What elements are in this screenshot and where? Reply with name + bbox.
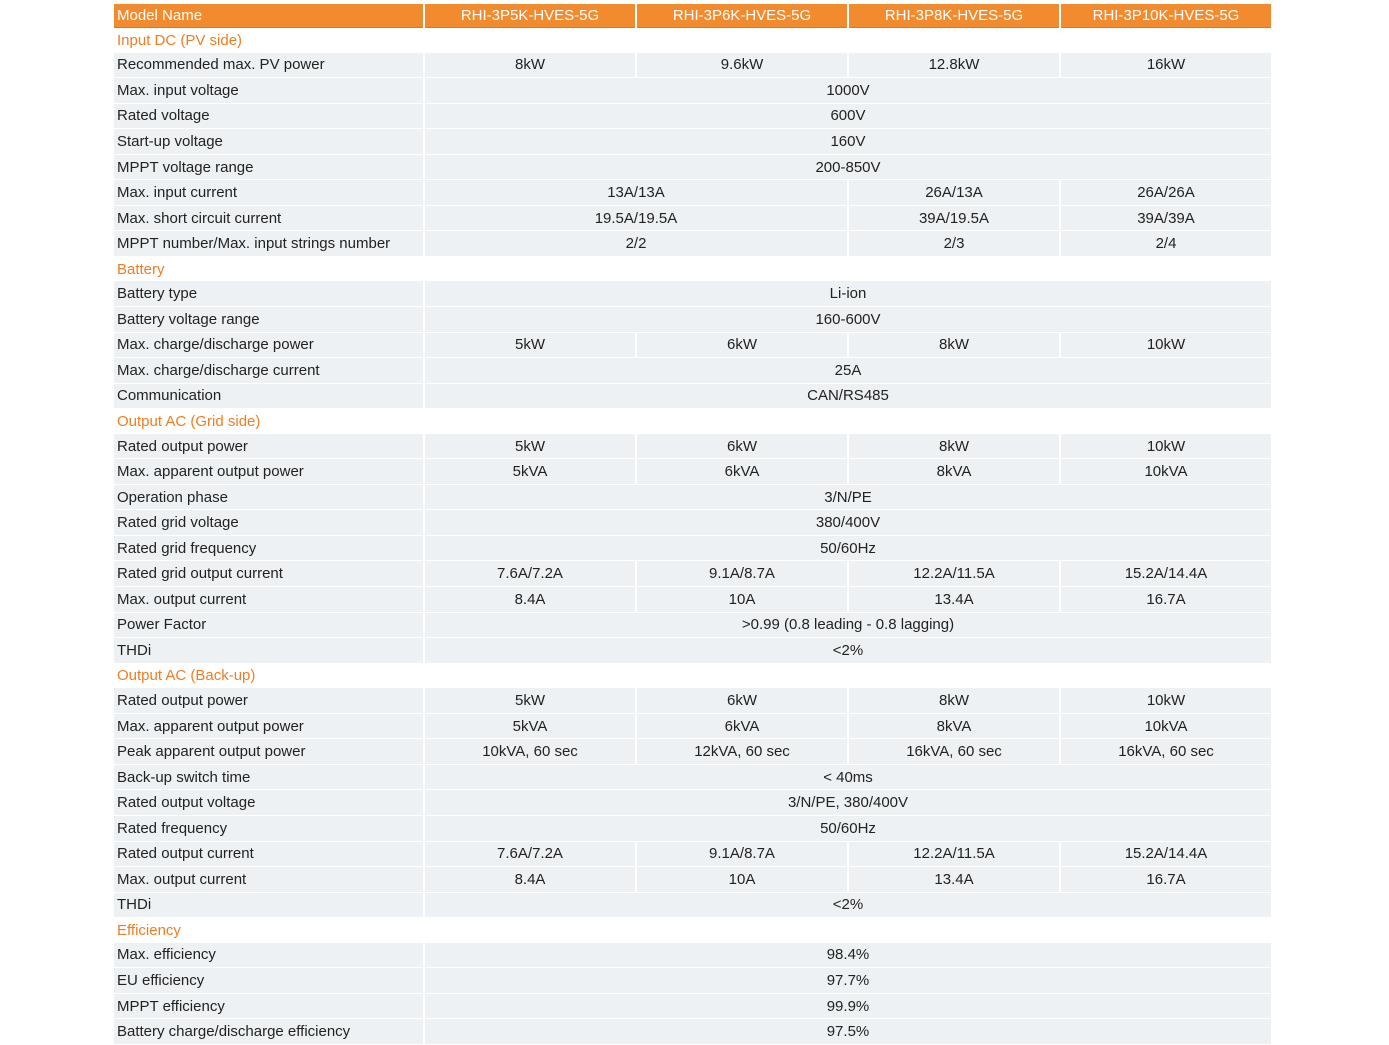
row-label: Max. apparent output power: [114, 459, 423, 485]
table-row: [114, 384, 1271, 410]
row-label: Rated grid voltage: [114, 510, 423, 536]
row-label: Rated output power: [114, 434, 423, 460]
value-cell: 5kVA: [425, 714, 635, 740]
section-title: Output AC (Grid side): [114, 409, 1271, 434]
value-cell: 26A/13A: [849, 180, 1059, 206]
table-row: [114, 434, 1271, 460]
value-cell: 15.2A/14.4A: [1061, 842, 1271, 868]
table-row: [114, 790, 1271, 816]
header-row: [114, 4, 1271, 28]
row-label: Rated frequency: [114, 816, 423, 842]
row-label: Max. output current: [114, 867, 423, 893]
row-label: Power Factor: [114, 613, 423, 639]
table-row: [114, 842, 1271, 868]
table-row: [114, 485, 1271, 511]
value-cell: 12.8kW: [849, 53, 1059, 79]
value-cell: 5kW: [425, 688, 635, 714]
row-label: Max. charge/discharge current: [114, 358, 423, 384]
value-cell: 3/N/PE, 380/400V: [425, 790, 1271, 816]
value-cell: 380/400V: [425, 510, 1271, 536]
table-row: [114, 816, 1271, 842]
table-row: [114, 867, 1271, 893]
table-row: [114, 943, 1271, 969]
row-label: Rated grid frequency: [114, 536, 423, 562]
row-label: Start-up voltage: [114, 129, 423, 155]
spec-body: [114, 28, 1271, 1045]
value-cell: Li-ion: [425, 281, 1271, 307]
value-cell: 160-600V: [425, 307, 1271, 333]
value-cell: 10kVA, 60 sec: [425, 739, 635, 765]
value-cell: <2%: [425, 638, 1271, 664]
table-row: [114, 129, 1271, 155]
section-row: [114, 664, 1271, 689]
table-row: [114, 231, 1271, 257]
value-cell: 9.6kW: [637, 53, 847, 79]
value-cell: 25A: [425, 358, 1271, 384]
row-label: Back-up switch time: [114, 765, 423, 791]
value-cell: 8kW: [849, 688, 1059, 714]
row-label: Battery voltage range: [114, 307, 423, 333]
table-row: [114, 893, 1271, 919]
value-cell: 6kVA: [637, 714, 847, 740]
table-row: [114, 155, 1271, 181]
value-cell: 13.4A: [849, 867, 1059, 893]
value-cell: 8kW: [849, 434, 1059, 460]
table-row: [114, 994, 1271, 1020]
value-cell: 600V: [425, 104, 1271, 130]
table-row: [114, 104, 1271, 130]
table-row: [114, 714, 1271, 740]
row-label: MPPT number/Max. input strings number: [114, 231, 423, 257]
value-cell: 9.1A/8.7A: [637, 842, 847, 868]
value-cell: 16kVA, 60 sec: [1061, 739, 1271, 765]
table-row: [114, 307, 1271, 333]
value-cell: 2/4: [1061, 231, 1271, 257]
table-row: [114, 739, 1271, 765]
value-cell: 16.7A: [1061, 867, 1271, 893]
table-row: [114, 180, 1271, 206]
table-row: [114, 613, 1271, 639]
table-row: [114, 78, 1271, 104]
value-cell: 39A/19.5A: [849, 206, 1059, 232]
table-row: [114, 968, 1271, 994]
section-row: [114, 28, 1271, 53]
value-cell: 26A/26A: [1061, 180, 1271, 206]
value-cell: 12.2A/11.5A: [849, 842, 1059, 868]
value-cell: 15.2A/14.4A: [1061, 561, 1271, 587]
value-cell: 5kVA: [425, 459, 635, 485]
row-label: Battery charge/discharge efficiency: [114, 1019, 423, 1045]
table-row: [114, 333, 1271, 359]
value-cell: 10kW: [1061, 333, 1271, 359]
table-row: [114, 765, 1271, 791]
table-row: [114, 53, 1271, 79]
value-cell: 16kW: [1061, 53, 1271, 79]
section-row: [114, 918, 1271, 943]
table-row: [114, 638, 1271, 664]
value-cell: 97.7%: [425, 968, 1271, 994]
table-row: [114, 688, 1271, 714]
value-cell: 8kVA: [849, 459, 1059, 485]
row-label: Max. output current: [114, 587, 423, 613]
value-cell: CAN/RS485: [425, 384, 1271, 410]
value-cell: 7.6A/7.2A: [425, 561, 635, 587]
value-cell: 19.5A/19.5A: [425, 206, 847, 232]
value-cell: 99.9%: [425, 994, 1271, 1020]
row-label: MPPT voltage range: [114, 155, 423, 181]
row-label: THDi: [114, 638, 423, 664]
table-row: [114, 536, 1271, 562]
table-row: [114, 459, 1271, 485]
table-row: [114, 587, 1271, 613]
row-label: Max. input voltage: [114, 78, 423, 104]
row-label: Rated output voltage: [114, 790, 423, 816]
row-label: THDi: [114, 893, 423, 919]
table-row: [114, 510, 1271, 536]
section-title: Efficiency: [114, 918, 1271, 943]
value-cell: 10kW: [1061, 688, 1271, 714]
header-model-name: Model Name: [114, 4, 423, 28]
value-cell: 6kW: [637, 688, 847, 714]
value-cell: 8kW: [849, 333, 1059, 359]
value-cell: 160V: [425, 129, 1271, 155]
value-cell: 10kVA: [1061, 459, 1271, 485]
value-cell: 8.4A: [425, 867, 635, 893]
row-label: Communication: [114, 384, 423, 410]
header-model-8k: RHI-3P8K-HVES-5G: [849, 4, 1059, 28]
value-cell: 2/2: [425, 231, 847, 257]
row-label: Peak apparent output power: [114, 739, 423, 765]
row-label: Max. efficiency: [114, 943, 423, 969]
table-row: [114, 281, 1271, 307]
value-cell: <2%: [425, 893, 1271, 919]
row-label: EU efficiency: [114, 968, 423, 994]
row-label: Rated voltage: [114, 104, 423, 130]
header-model-6k: RHI-3P6K-HVES-5G: [637, 4, 847, 28]
row-label: Rated output power: [114, 688, 423, 714]
value-cell: 10A: [637, 587, 847, 613]
value-cell: 6kVA: [637, 459, 847, 485]
row-label: Max. charge/discharge power: [114, 333, 423, 359]
value-cell: 13A/13A: [425, 180, 847, 206]
value-cell: 13.4A: [849, 587, 1059, 613]
value-cell: 7.6A/7.2A: [425, 842, 635, 868]
row-label: Max. input current: [114, 180, 423, 206]
row-label: Battery type: [114, 281, 423, 307]
value-cell: 39A/39A: [1061, 206, 1271, 232]
row-label: Rated output current: [114, 842, 423, 868]
value-cell: 50/60Hz: [425, 816, 1271, 842]
spec-table: [112, 4, 1273, 1045]
value-cell: >0.99 (0.8 leading - 0.8 lagging): [425, 613, 1271, 639]
table-row: [114, 561, 1271, 587]
value-cell: 6kW: [637, 434, 847, 460]
value-cell: 8kVA: [849, 714, 1059, 740]
value-cell: 16kVA, 60 sec: [849, 739, 1059, 765]
table-row: [114, 358, 1271, 384]
value-cell: < 40ms: [425, 765, 1271, 791]
value-cell: 10kW: [1061, 434, 1271, 460]
value-cell: 6kW: [637, 333, 847, 359]
value-cell: 16.7A: [1061, 587, 1271, 613]
section-title: Battery: [114, 257, 1271, 282]
value-cell: 1000V: [425, 78, 1271, 104]
section-title: Output AC (Back-up): [114, 664, 1271, 689]
header-model-10k: RHI-3P10K-HVES-5G: [1061, 4, 1271, 28]
value-cell: 8.4A: [425, 587, 635, 613]
row-label: Operation phase: [114, 485, 423, 511]
value-cell: 10A: [637, 867, 847, 893]
table-row: [114, 1019, 1271, 1045]
value-cell: 8kW: [425, 53, 635, 79]
value-cell: 12kVA, 60 sec: [637, 739, 847, 765]
value-cell: 5kW: [425, 434, 635, 460]
section-row: [114, 257, 1271, 282]
row-label: Recommended max. PV power: [114, 53, 423, 79]
value-cell: 200-850V: [425, 155, 1271, 181]
value-cell: 5kW: [425, 333, 635, 359]
row-label: Max. short circuit current: [114, 206, 423, 232]
section-title: Input DC (PV side): [114, 28, 1271, 53]
value-cell: 50/60Hz: [425, 536, 1271, 562]
value-cell: 12.2A/11.5A: [849, 561, 1059, 587]
table-row: [114, 206, 1271, 232]
row-label: MPPT efficiency: [114, 994, 423, 1020]
row-label: Rated grid output current: [114, 561, 423, 587]
row-label: Max. apparent output power: [114, 714, 423, 740]
value-cell: 3/N/PE: [425, 485, 1271, 511]
value-cell: 10kVA: [1061, 714, 1271, 740]
value-cell: 98.4%: [425, 943, 1271, 969]
header-model-5k: RHI-3P5K-HVES-5G: [425, 4, 635, 28]
section-row: [114, 409, 1271, 434]
value-cell: 2/3: [849, 231, 1059, 257]
value-cell: 9.1A/8.7A: [637, 561, 847, 587]
value-cell: 97.5%: [425, 1019, 1271, 1045]
